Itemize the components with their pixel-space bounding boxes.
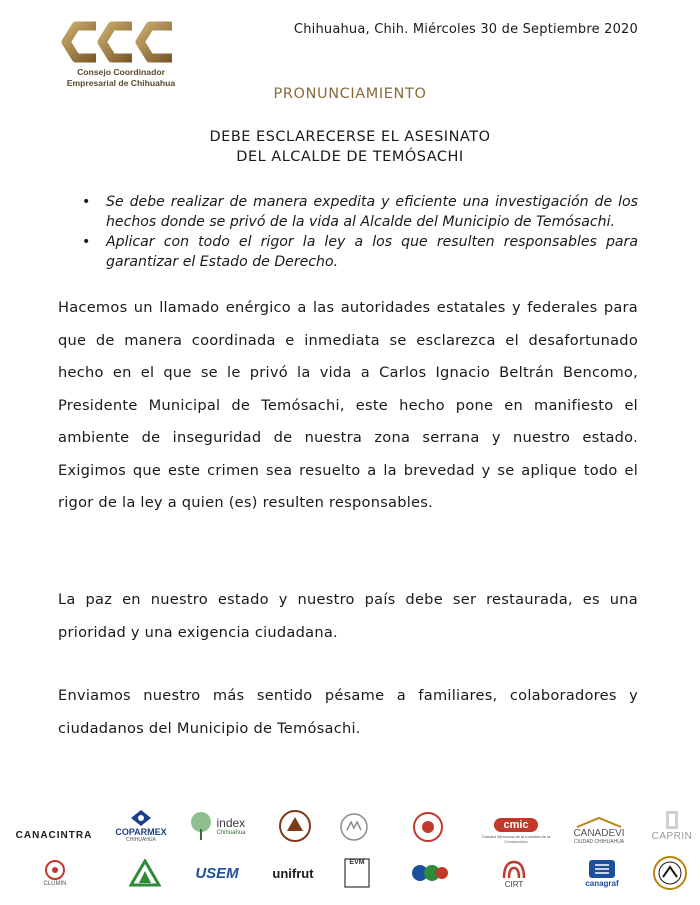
canagraf-icon xyxy=(588,859,616,879)
cmic-label: cmic xyxy=(494,818,537,832)
cirt-icon xyxy=(500,858,528,880)
unifrut-label: unifrut xyxy=(272,865,314,881)
usem-label: USEM xyxy=(195,864,239,882)
round-seal-icon xyxy=(652,855,688,891)
tree-icon xyxy=(188,811,214,841)
association-logo xyxy=(400,855,460,891)
coparmex-logo xyxy=(106,803,176,849)
evm-logo xyxy=(340,853,374,893)
index-sub: Chihuahua xyxy=(216,830,246,836)
canadevi-label: CANADEVI xyxy=(573,827,625,839)
bullet-list xyxy=(82,192,638,272)
caprin-icon xyxy=(660,809,684,831)
caprin-logo xyxy=(644,801,700,849)
clumin-icon xyxy=(43,859,67,881)
section-label: PRONUNCIAMIENTO xyxy=(273,86,427,102)
canagraf-logo xyxy=(574,855,630,891)
clumin-label: CLUMIN xyxy=(43,881,67,887)
headline-line-2: DEL ALCALDE DE TEMÓSACHI xyxy=(236,149,464,165)
round-seal-logo xyxy=(648,853,692,893)
cirt-logo xyxy=(494,853,534,893)
bullet-item: • Aplicar con todo el rigor la ley a los que resulten responsables para garantizar el Estado de Derecho. xyxy=(82,232,638,272)
red-seal-icon xyxy=(412,811,444,843)
evm-label: EVM xyxy=(349,859,365,866)
coparmex-label: COPARMEX xyxy=(115,827,167,837)
unifrut-logo xyxy=(262,855,324,891)
canadevi-sub: CIUDAD CHIHUAHUA xyxy=(573,838,625,845)
association-icon xyxy=(410,862,450,884)
caprin-label: CAPRIN xyxy=(651,830,693,842)
sponsor-red-seal-logo xyxy=(406,805,450,849)
canacintra-logo xyxy=(6,815,102,855)
bullet-item: • Se debe realizar de manera expedita y eficiente una investigación de los hechos donde se privó de la vida al Alcalde del Municipio de Temósachi. xyxy=(82,192,638,232)
green-triangle-logo xyxy=(122,853,168,893)
headline xyxy=(0,127,700,167)
cce-logo-mark xyxy=(60,18,182,66)
index-logo xyxy=(184,805,250,847)
usem-logo xyxy=(184,857,250,889)
clumin-logo xyxy=(30,853,80,893)
canagraf-label: canagraf xyxy=(585,878,619,888)
cirt-label: CIRT xyxy=(504,879,524,889)
body-paragraph-3: Enviamos nuestro más sentido pésame a familiares, colaboradores y ciudadanos del Municipio de Temósachi. xyxy=(58,687,638,737)
headline-line-1: DEBE ESCLARECERSE EL ASESINATO xyxy=(209,129,491,145)
logo-line-1: Consejo Coordinador xyxy=(77,67,165,77)
coparmex-icon xyxy=(130,809,152,827)
canadevi-logo xyxy=(560,811,638,849)
index-label: index xyxy=(216,816,246,830)
logo-line-2: Empresarial de Chihuahua xyxy=(66,78,176,88)
document-date: Chihuahua, Chih. Miércoles 30 de Septiembre 2020 xyxy=(293,22,638,37)
cmic-logo xyxy=(478,809,554,853)
seal-icon xyxy=(278,809,312,843)
coparmex-sub: CHIHUAHUA xyxy=(126,837,156,843)
sponsor-circle-logo xyxy=(334,807,374,847)
circle-emblem-icon xyxy=(339,812,369,842)
canacintra-label: CANACINTRA xyxy=(15,829,93,841)
body-paragraph-1: Hacemos un llamado enérgico a las autoridades estatales y federales para que de manera coordinada e inmediata se esclarezca el desafortunado hecho en el que se le privó la vida a Carlos Ignacio Beltrán Bencomo, Presidente Municipal de Temósachi, este hecho pone en manifiesto el ambiente de inseguridad de nuestra zona serrana y nuestro estado. Exigimos que este crimen sea resuelto a la brevedad y se aplique todo el rigor de la ley a quien (es) resulten responsables. xyxy=(58,299,638,511)
roof-icon xyxy=(575,816,623,828)
sponsor-logos xyxy=(0,795,700,905)
body-paragraph-2: La paz en nuestro estado y nuestro país debe ser restaurada, es una prioridad y una exigencia ciudadana. xyxy=(58,591,638,641)
sponsor-seal-logo xyxy=(272,803,318,849)
cmic-sub: Cámara Mexicana de la Industria de la Construcción xyxy=(481,834,551,844)
triangle-icon xyxy=(129,859,161,887)
